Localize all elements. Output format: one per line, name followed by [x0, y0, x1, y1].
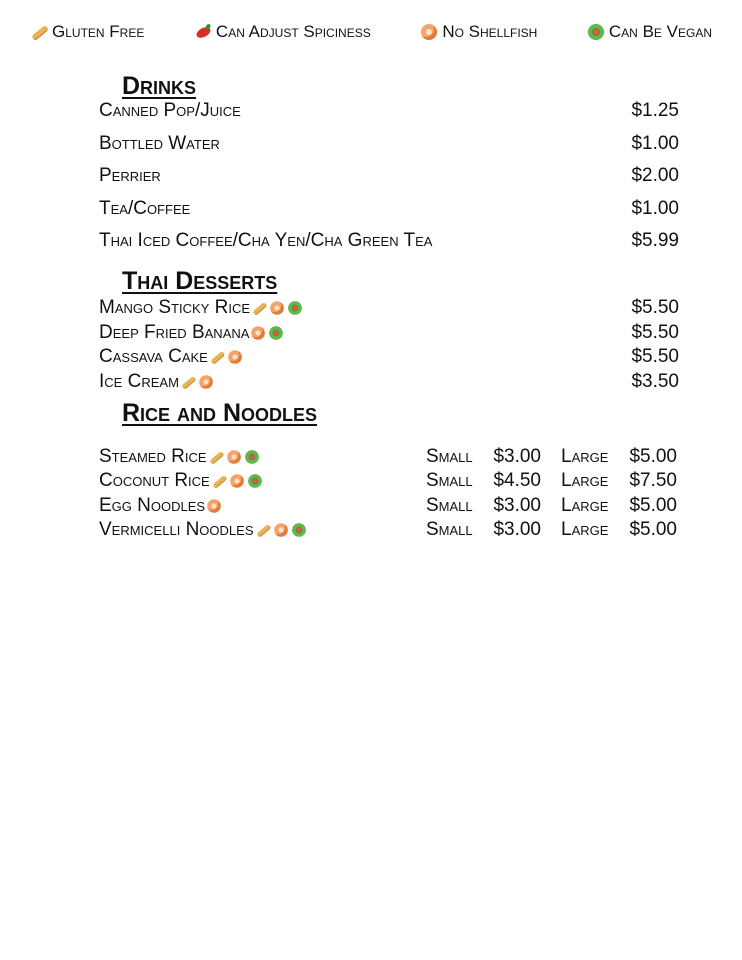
item-name-group [99, 371, 215, 393]
gluten-free-icon [211, 473, 226, 488]
legend-gluten-free [30, 22, 144, 42]
large-label: Large [561, 470, 609, 491]
item-price: $5.50 [631, 297, 679, 318]
large-price-group [561, 519, 677, 541]
shrimp-icon [226, 449, 241, 464]
size-prices [426, 446, 677, 468]
size-prices [426, 519, 677, 541]
large-price-group [561, 446, 677, 468]
item-name-group [99, 322, 285, 344]
item-name-group [99, 346, 244, 368]
small-price: $3.00 [493, 519, 541, 540]
large-price: $7.50 [629, 470, 677, 491]
small-price: $4.50 [493, 470, 541, 491]
item-price: $1.00 [631, 133, 679, 154]
small-label: Small [426, 519, 473, 540]
size-prices [426, 495, 677, 517]
small-price-group [426, 519, 541, 541]
shrimp-icon [269, 300, 284, 315]
item-name: Deep Fried Banana [99, 322, 250, 343]
small-label: Small [426, 470, 473, 491]
item-name: Canned Pop/Juice [99, 100, 241, 121]
large-label: Large [561, 519, 609, 540]
item-price: $1.00 [631, 198, 679, 219]
small-price-group [426, 495, 541, 517]
large-label: Large [561, 495, 609, 516]
item-name: Tea/Coffee [99, 198, 191, 219]
item-name: Cassava Cake [99, 346, 208, 367]
item-name: Bottled Water [99, 133, 220, 154]
item-name: Coconut Rice [99, 470, 210, 491]
item-price: $5.50 [631, 322, 679, 343]
dietary-legend [30, 18, 712, 46]
menu-item [99, 230, 679, 252]
item-name: Thai Iced Coffee/Cha Yen/Cha Green Tea [99, 230, 433, 251]
section-title-rice-noodles: Rice and Noodles [122, 399, 318, 427]
shrimp-icon [198, 374, 213, 389]
large-price: $5.00 [629, 519, 677, 540]
menu-item [99, 198, 679, 220]
shrimp-icon [206, 498, 221, 513]
small-price-group [426, 446, 541, 468]
salad-icon [587, 23, 605, 41]
item-price: $5.50 [631, 346, 679, 367]
small-price: $3.00 [493, 446, 541, 467]
gluten-free-icon [251, 300, 266, 315]
item-name-group [99, 297, 304, 319]
item-price: $1.25 [631, 100, 679, 121]
item-name: Ice Cream [99, 371, 179, 392]
item-name: Vermicelli Noodles [99, 519, 254, 540]
size-prices [426, 470, 677, 492]
menu-item [99, 297, 679, 319]
legend-label: Can Be Vegan [608, 22, 712, 41]
menu-item [99, 133, 679, 155]
shrimp-icon [420, 23, 438, 41]
large-price: $5.00 [629, 495, 677, 516]
menu-item [99, 346, 679, 368]
legend-spiciness [194, 22, 371, 42]
shrimp-icon [229, 473, 244, 488]
salad-icon [247, 473, 262, 488]
menu-item [99, 100, 679, 122]
large-price-group [561, 495, 677, 517]
shrimp-icon [251, 325, 266, 340]
item-name-group [99, 470, 264, 492]
item-name: Perrier [99, 165, 161, 186]
legend-label: Can Adjust Spiciness [215, 22, 371, 41]
menu-item [99, 165, 679, 187]
legend-label: No Shellfish [442, 22, 538, 41]
shrimp-icon [227, 349, 242, 364]
large-price-group [561, 470, 677, 492]
item-price: $3.50 [631, 371, 679, 392]
large-label: Large [561, 446, 609, 467]
legend-vegan [587, 22, 712, 42]
small-price-group [426, 470, 541, 492]
item-price: $5.99 [631, 230, 679, 251]
salad-icon [269, 325, 284, 340]
item-name-group [99, 519, 308, 541]
item-name: Egg Noodles [99, 495, 206, 516]
item-name: Steamed Rice [99, 446, 207, 467]
item-price: $2.00 [631, 165, 679, 186]
salad-icon [244, 449, 259, 464]
gluten-free-icon [255, 522, 270, 537]
gluten-free-icon [209, 349, 224, 364]
item-name-group [99, 446, 261, 468]
menu-item [99, 371, 679, 393]
section-title-drinks: Drinks [122, 72, 197, 100]
salad-icon [287, 300, 302, 315]
small-price: $3.00 [493, 495, 541, 516]
small-label: Small [426, 446, 473, 467]
item-name-group [99, 495, 223, 517]
item-name: Mango Sticky Rice [99, 297, 251, 318]
large-price: $5.00 [629, 446, 677, 467]
salad-icon [291, 522, 306, 537]
small-label: Small [426, 495, 473, 516]
gluten-free-icon [208, 449, 223, 464]
menu-item [99, 322, 679, 344]
gluten-free-icon [180, 374, 195, 389]
chili-pepper-icon [194, 23, 212, 41]
legend-label: Gluten Free [52, 22, 145, 41]
shrimp-icon [273, 522, 288, 537]
legend-no-shellfish [420, 22, 537, 42]
section-title-desserts: Thai Desserts [122, 267, 278, 295]
gluten-free-icon [30, 23, 48, 41]
